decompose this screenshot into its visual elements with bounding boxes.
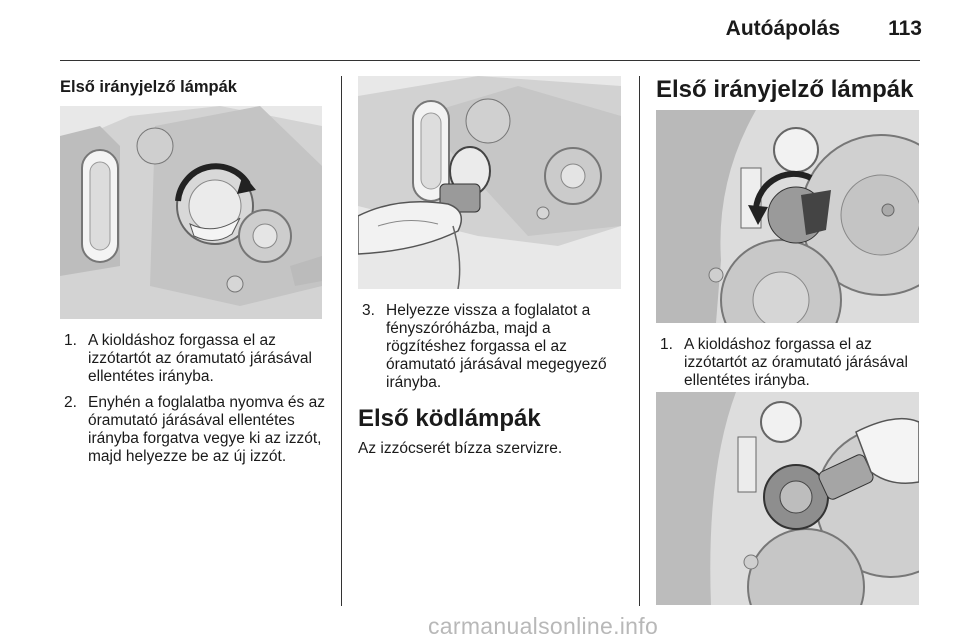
watermark: carmanualsonline.info (428, 613, 659, 639)
section-heading-fog-lamps: Első ködlámpák (358, 405, 541, 432)
steps-list-col1 (64, 332, 326, 474)
section-heading-turn-signal-alt: Első irányjelző lámpák (656, 76, 914, 103)
list-item: 1. A kioldáshoz forgassa el az izzótartót az óramutató járásával ellentétes irányba. (64, 332, 312, 385)
column-divider-1 (341, 76, 342, 606)
list-item: 1. A kioldáshoz forgassa el az izzótartót az óramutató járásával ellentétes irányba. (660, 336, 908, 389)
illustration-bulb-socket-hand (358, 76, 621, 289)
steps-list-col3 (660, 336, 922, 398)
column-divider-2 (639, 76, 640, 606)
illustration-bulb-removal-alt (656, 392, 919, 605)
list-item: 2. Enyhén a foglalatba nyomva és az óramutató járásával ellentétes irányba forgatva vegye ki az izzót, majd helyezze be az új izzót. (64, 394, 325, 465)
steps-list-col2 (362, 302, 624, 400)
list-item: 3. Helyezze vissza a foglalatot a fényszóróházba, majd a rögzítéshez forgassa el az óramutató járásával megegyező irányba. (362, 302, 607, 391)
page-number: 113 (888, 17, 922, 40)
illustration-turn-signal-alt (656, 110, 919, 323)
page-header-title: Autóápolás (725, 17, 840, 40)
illustration-turn-signal-bulb-holder (60, 106, 322, 319)
section-heading-turn-signal: Első irányjelző lámpák (60, 78, 237, 96)
fog-lamp-note: Az izzócserét bízza szervizre. (358, 440, 563, 457)
header-rule (60, 60, 920, 61)
